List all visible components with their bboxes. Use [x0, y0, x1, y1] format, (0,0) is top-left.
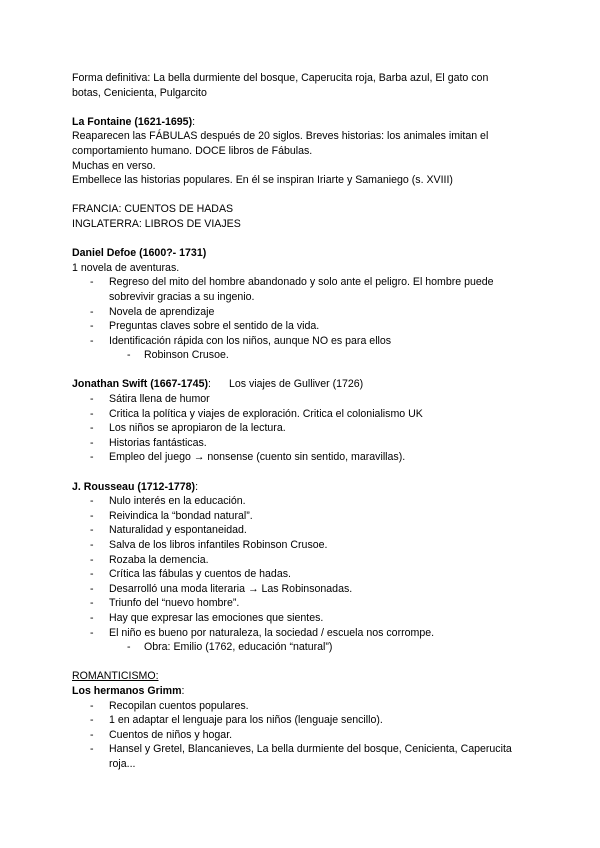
rousseau-sublist: [72, 640, 534, 655]
document-body: [72, 71, 534, 772]
heading-colon: :: [181, 684, 185, 697]
lafontaine-heading-text: La Fontaine (1621-1695): [72, 115, 193, 128]
lafontaine-section: [72, 115, 534, 188]
spacer: [72, 363, 534, 378]
rousseau-list: [72, 494, 534, 640]
intro-line: botas, Cenicienta, Pulgarcito: [72, 86, 207, 99]
heading-colon: :: [195, 480, 199, 493]
spacer: [72, 655, 534, 670]
list-item: - 1 en adaptar el lenguaje para los niños (lenguaje sencillo).: [72, 713, 534, 728]
paragraph-line: Embellece las historias populares. En él se inspiran Iriarte y Samaniego (s. XVIII): [72, 174, 453, 187]
defoe-sublist: [72, 348, 534, 363]
paragraph-line: comportamiento humano. DOCE libros de Fábulas.: [72, 144, 313, 157]
intro-section: [72, 71, 534, 100]
list-item: - Naturalidad y espontaneidad.: [72, 523, 534, 538]
list-item: - Triunfo del “nuevo hombre”.: [72, 596, 534, 611]
list-item: - Crítica las fábulas y cuentos de hadas.: [72, 567, 534, 582]
heading-colon: :: [208, 378, 211, 391]
defoe-subtitle: 1 novela de aventuras.: [72, 261, 180, 274]
grimm-heading: [72, 684, 534, 699]
list-item: - Critica la política y viajes de exploración. Critica el colonialismo UK: [72, 407, 534, 422]
grimm-heading-text: Los hermanos Grimm: [72, 684, 182, 697]
france-line: FRANCIA: CUENTOS DE HADAS: [72, 203, 234, 216]
sublist-item: - Robinson Crusoe.: [72, 348, 534, 363]
swift-work: Los viajes de Gulliver (1726): [228, 378, 364, 391]
list-item: - El niño es bueno por naturaleza, la sociedad / escuela nos corrompe.: [72, 626, 534, 641]
list-item: - Rozaba la demencia.: [72, 553, 534, 568]
list-item: - Reivindica la “bondad natural”.: [72, 509, 534, 524]
defoe-heading: [72, 246, 534, 261]
swift-section: [72, 377, 534, 465]
defoe-heading-text: Daniel Defoe (1600?- 1731): [72, 247, 207, 260]
spacer: [72, 465, 534, 480]
spacer: [72, 188, 534, 203]
list-item: - Preguntas claves sobre el sentido de la vida.: [72, 319, 534, 334]
rousseau-heading-text: J. Rousseau (1712-1778): [72, 480, 196, 493]
romanticismo-section: [72, 669, 534, 771]
list-item: - Hay que expresar las emociones que sientes.: [72, 611, 534, 626]
list-item: - Recopilan cuentos populares.: [72, 699, 534, 714]
defoe-list: [72, 275, 534, 348]
spacer: [72, 232, 534, 247]
swift-heading-text: Jonathan Swift (1667-1745): [72, 378, 208, 391]
heading-colon: :: [192, 115, 196, 128]
list-item: - Regreso del mito del hombre abandonado y solo ante el peligro. El hombre puede sobrevivir gracias a su ingenio.: [72, 275, 534, 304]
list-item: - Desarrolló una moda literaria → Las Robinsonadas.: [72, 582, 534, 597]
list-item: - Sátira llena de humor: [72, 392, 534, 407]
intro-line: Forma definitiva: La bella durmiente del bosque, Caperucita roja, Barba azul, El gato con: [72, 72, 489, 84]
countries-section: [72, 202, 534, 231]
list-item: - Novela de aprendizaje: [72, 305, 534, 320]
list-item: - Historias fantásticas.: [72, 436, 534, 451]
england-line: INGLATERRA: LIBROS DE VIAJES: [72, 217, 241, 230]
spacer: [72, 100, 534, 115]
paragraph-line: Muchas en verso.: [72, 159, 156, 172]
list-item: - Los niños se apropiaron de la lectura.: [72, 421, 534, 436]
lafontaine-heading: [72, 115, 534, 130]
list-item: - Nulo interés en la educación.: [72, 494, 534, 509]
rousseau-section: [72, 480, 534, 655]
swift-list: [72, 392, 534, 465]
list-item: - Hansel y Gretel, Blancanieves, La bella durmiente del bosque, Cenicienta, Caperucita roja...: [72, 742, 534, 771]
list-item: - Empleo del juego → nonsense (cuento sin sentido, maravillas).: [72, 450, 534, 465]
swift-heading: [72, 377, 534, 392]
rousseau-heading: [72, 480, 534, 495]
defoe-section: [72, 246, 534, 363]
sublist-item: - Obra: Emilio (1762, educación “natural”): [72, 640, 534, 655]
grimm-list: [72, 699, 534, 772]
list-item: - Identificación rápida con los niños, aunque NO es para ellos: [72, 334, 534, 349]
paragraph-line: Reaparecen las FÁBULAS después de 20 siglos. Breves historias: los animales imitan el: [72, 130, 489, 143]
list-item: - Cuentos de niños y hogar.: [72, 728, 534, 743]
list-item: - Salva de los libros infantiles Robinson Crusoe.: [72, 538, 534, 553]
romanticismo-heading: ROMANTICISMO:: [72, 670, 159, 683]
